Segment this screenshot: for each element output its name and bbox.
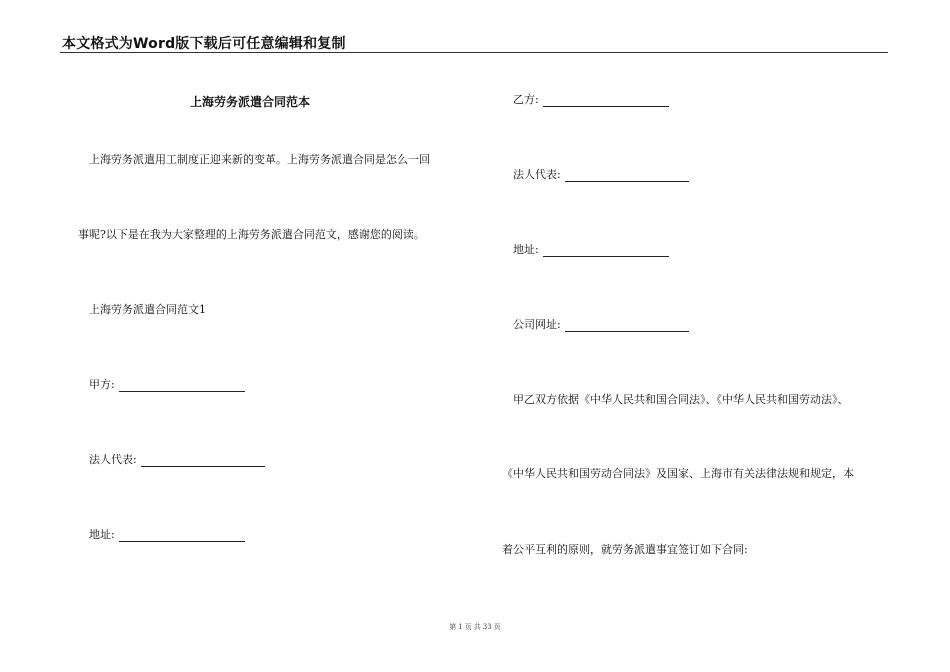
footer-total-prefix: 共 <box>473 623 481 631</box>
right-address-field <box>513 243 669 257</box>
left-address-label: 地址: <box>89 528 115 541</box>
footer-total-suffix: 页 <box>493 623 501 631</box>
left-legal-rep-field <box>89 453 265 467</box>
website-label: 公司网址: <box>513 318 561 331</box>
intro-line-2: 事呢?以下是在我为大家整理的上海劳务派遣合同范文，感谢您的阅读。 <box>78 228 425 241</box>
sample-heading: 上海劳务派遣合同范文1 <box>89 303 206 316</box>
intro-line-1: 上海劳务派遣用工制度正迎来新的变革。上海劳务派遣合同是怎么一回 <box>89 153 430 166</box>
right-legal-rep-blank <box>565 170 689 182</box>
right-legal-rep-field <box>513 168 689 182</box>
editable-notice-banner: 本文格式为Word版下载后可任意编辑和复制 <box>62 36 346 52</box>
header-rule <box>60 52 888 53</box>
current-page-number: 1 <box>458 623 463 631</box>
page-number-footer <box>0 622 950 632</box>
footer-page-word: 页 <box>464 623 472 631</box>
document-title: 上海劳务派遣合同范本 <box>190 95 311 109</box>
party-a-label: 甲方: <box>89 378 115 391</box>
total-page-count: 33 <box>482 623 492 631</box>
footer-prefix: 第 <box>449 623 457 631</box>
party-b-field <box>513 93 669 107</box>
left-legal-rep-label: 法人代表: <box>89 453 137 466</box>
website-field <box>513 318 689 332</box>
left-legal-rep-blank <box>141 455 265 467</box>
right-legal-rep-label: 法人代表: <box>513 168 561 181</box>
basis-line-3: 着公平互利的原则，就劳务派遣事宜签订如下合同: <box>502 543 748 556</box>
left-address-field <box>89 528 245 542</box>
party-a-field <box>89 378 245 392</box>
website-blank <box>565 320 689 332</box>
right-address-blank <box>543 245 669 257</box>
left-address-blank <box>119 530 245 542</box>
basis-line-1: 甲乙双方依据《中华人民共和国合同法》、《中华人民共和国劳动法》、 <box>513 393 849 406</box>
right-address-label: 地址: <box>513 243 539 256</box>
party-a-blank <box>119 380 245 392</box>
party-b-label: 乙方: <box>513 93 539 106</box>
party-b-blank <box>543 95 669 107</box>
basis-line-2: 《中华人民共和国劳动合同法》及国家、上海市有关法律法规和规定，本 <box>502 467 854 480</box>
